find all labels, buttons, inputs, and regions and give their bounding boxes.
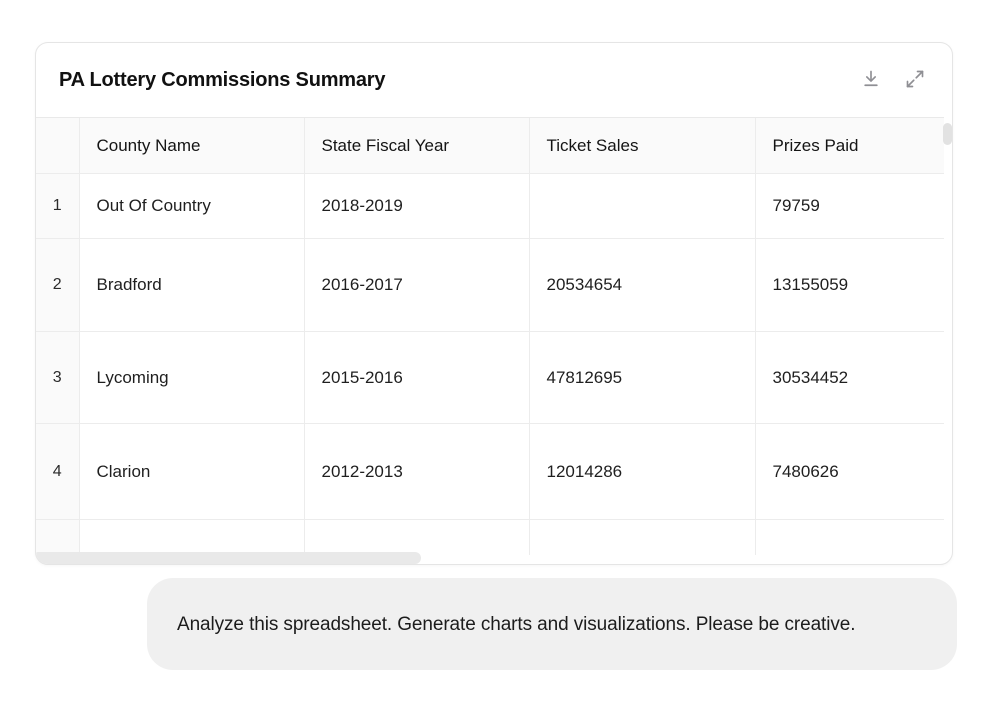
cell-ticket-sales: 47812695 [529, 332, 755, 424]
card-header [36, 43, 952, 117]
row-number-header [36, 118, 79, 174]
download-button[interactable] [861, 70, 881, 90]
expand-button[interactable] [905, 70, 925, 90]
data-table [36, 118, 944, 555]
download-icon [861, 69, 881, 92]
horizontal-scrollbar-thumb[interactable] [36, 552, 421, 564]
cell-county: Out Of Country [79, 174, 304, 239]
cell-ticket-sales: 20534654 [529, 239, 755, 332]
cell-ticket-sales: 12014286 [529, 424, 755, 520]
cell-fiscal-year: 2016-2017 [304, 239, 529, 332]
cell-county: Lycoming [79, 332, 304, 424]
table-row [36, 332, 944, 424]
cell-county [79, 520, 304, 556]
cell-prizes-paid: 30534452 [755, 332, 944, 424]
cell-fiscal-year: 2015-2016 [304, 332, 529, 424]
cell-county: Bradford [79, 239, 304, 332]
card-title: PA Lottery Commissions Summary [59, 68, 386, 91]
cell-prizes-paid: 7480626 [755, 424, 944, 520]
spreadsheet-card [35, 42, 953, 565]
data-table-scroll-area[interactable] [36, 117, 944, 555]
vertical-scrollbar-thumb[interactable] [943, 123, 952, 145]
cell-prizes-paid: 79759 [755, 174, 944, 239]
cell-ticket-sales [529, 174, 755, 239]
table-row-partial [36, 520, 944, 556]
row-number: 3 [36, 332, 79, 424]
table-row [36, 424, 944, 520]
table-row [36, 174, 944, 239]
cell-prizes-paid [755, 520, 944, 556]
card-actions [861, 70, 925, 90]
user-message-text: Analyze this spreadsheet. Generate charts and visualizations. Please be creative. [177, 613, 856, 635]
expand-icon [905, 69, 925, 92]
cell-fiscal-year: 2012-2013 [304, 424, 529, 520]
header-row [36, 118, 944, 174]
column-header-fiscal-year: State Fiscal Year [304, 118, 529, 174]
cell-fiscal-year: 2018-2019 [304, 174, 529, 239]
cell-ticket-sales [529, 520, 755, 556]
table-row [36, 239, 944, 332]
column-header-county: County Name [79, 118, 304, 174]
row-number: 2 [36, 239, 79, 332]
row-number: 1 [36, 174, 79, 239]
row-number: 4 [36, 424, 79, 520]
cell-fiscal-year [304, 520, 529, 556]
column-header-ticket-sales: Ticket Sales [529, 118, 755, 174]
column-header-prizes-paid: Prizes Paid [755, 118, 944, 174]
cell-county: Clarion [79, 424, 304, 520]
user-message-bubble [147, 578, 957, 670]
cell-prizes-paid: 13155059 [755, 239, 944, 332]
row-number [36, 520, 79, 556]
